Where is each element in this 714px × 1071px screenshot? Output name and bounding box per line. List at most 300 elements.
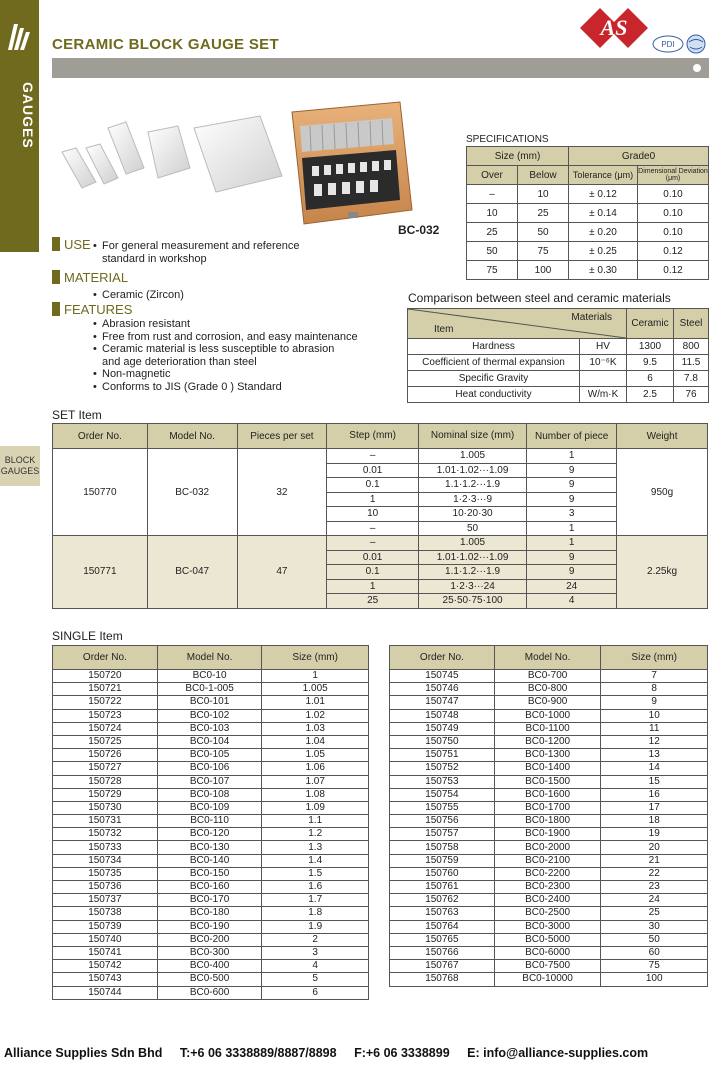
table-row	[467, 204, 709, 223]
table-cell: 150727	[53, 762, 158, 775]
table-row	[390, 933, 708, 946]
table-cell: BC0-1-005	[157, 683, 262, 696]
table-cell: 100	[518, 261, 569, 280]
table-cell: 50	[601, 933, 708, 946]
table-cell: –	[327, 521, 419, 536]
table-cell: 150743	[53, 973, 158, 986]
table-cell: 150729	[53, 788, 158, 801]
table-cell: Specific Gravity	[408, 371, 580, 387]
table-row	[408, 387, 709, 403]
table-row	[408, 339, 709, 355]
single-caption: SINGLE Item	[52, 629, 123, 643]
table-cell: 1.005	[418, 536, 526, 551]
table-cell: 0.1	[327, 478, 419, 493]
table-cell: 75	[601, 960, 708, 973]
table-cell: 1	[527, 449, 617, 464]
table-cell: 150767	[390, 960, 495, 973]
table-cell: BC0-120	[157, 828, 262, 841]
table-row	[390, 973, 708, 986]
table-row	[53, 920, 369, 933]
table-cell: 1.07	[262, 775, 369, 788]
table-cell: 11.5	[674, 355, 709, 371]
spec-caption: SPECIFICATIONS	[466, 134, 549, 145]
table-cell: 2	[262, 933, 369, 946]
table-cell: 10	[518, 185, 569, 204]
title-dot	[693, 64, 701, 72]
table-cell: 150754	[390, 788, 495, 801]
table-cell: 24	[601, 894, 708, 907]
table-row	[53, 709, 369, 722]
table-row	[53, 670, 369, 683]
table-header: Pieces per set	[237, 424, 327, 449]
table-cell: BC0-1300	[494, 749, 601, 762]
table-cell: BC0-150	[157, 867, 262, 880]
table-cell: BC0-3000	[494, 920, 601, 933]
single-table-right	[389, 645, 708, 987]
table-cell: 7	[601, 670, 708, 683]
table-row	[53, 722, 369, 735]
list-item: • Ceramic (Zircon)	[93, 289, 184, 302]
table-cell: ± 0.25	[569, 242, 638, 261]
table-cell: 1.005	[262, 683, 369, 696]
table-row	[53, 449, 708, 464]
table-cell: 150733	[53, 841, 158, 854]
table-header: Dimensional Deviation (μm)	[638, 166, 709, 185]
table-row	[390, 801, 708, 814]
table-header: Grade0	[569, 147, 709, 166]
table-cell: BC0-700	[494, 670, 601, 683]
table-cell: BC0-1700	[494, 801, 601, 814]
table-cell: 800	[674, 339, 709, 355]
table-cell: 7.8	[674, 371, 709, 387]
block-gauges-tab[interactable]: BLOCK GAUGES	[0, 446, 40, 486]
table-cell: BC0-5000	[494, 933, 601, 946]
table-cell: 150728	[53, 775, 158, 788]
table-cell: 150730	[53, 801, 158, 814]
table-cell: 150765	[390, 933, 495, 946]
table-cell: 1	[527, 536, 617, 551]
table-cell: BC0-1500	[494, 775, 601, 788]
table-cell: BC0-1000	[494, 709, 601, 722]
table-cell: 4	[262, 960, 369, 973]
table-row	[53, 815, 369, 828]
table-cell: 150722	[53, 696, 158, 709]
table-cell: 150757	[390, 828, 495, 841]
table-cell: 150747	[390, 696, 495, 709]
sidebar	[0, 0, 39, 252]
table-row	[390, 960, 708, 973]
table-header: Model No.	[147, 424, 237, 449]
table-header: Step (mm)	[327, 424, 419, 449]
table-cell: BC0-2300	[494, 881, 601, 894]
table-cell: BC0-7500	[494, 960, 601, 973]
table-cell: 100	[601, 973, 708, 986]
table-cell: ± 0.14	[569, 204, 638, 223]
table-header: Model No.	[157, 646, 262, 670]
table-cell: 50	[467, 242, 518, 261]
table-cell: 1.03	[262, 722, 369, 735]
table-cell: BC0-1200	[494, 735, 601, 748]
table-cell: 150751	[390, 749, 495, 762]
use-heading: USE	[52, 237, 91, 252]
table-cell: 15	[601, 775, 708, 788]
table-cell: BC0-160	[157, 881, 262, 894]
table-row	[53, 735, 369, 748]
table-cell: 25	[601, 907, 708, 920]
table-header: Order No.	[53, 424, 148, 449]
table-cell: 150760	[390, 867, 495, 880]
table-row	[53, 828, 369, 841]
table-cell: 0.10	[638, 223, 709, 242]
table-cell: 150758	[390, 841, 495, 854]
table-cell: BC-047	[147, 536, 237, 609]
table-cell: 0.1	[327, 565, 419, 580]
table-header: Tolerance (μm)	[569, 166, 638, 185]
table-cell: 1.01·1.02···1.09	[418, 463, 526, 478]
table-cell: 150756	[390, 815, 495, 828]
table-cell: 1.8	[262, 907, 369, 920]
table-row	[53, 894, 369, 907]
table-cell: 13	[601, 749, 708, 762]
table-row	[53, 749, 369, 762]
footer	[4, 1046, 710, 1060]
table-row	[53, 907, 369, 920]
table-row	[53, 775, 369, 788]
table-cell: 1.09	[262, 801, 369, 814]
table-cell: BC0-130	[157, 841, 262, 854]
brand-logo	[568, 2, 710, 54]
table-cell: 1.01·1.02···1.09	[418, 550, 526, 565]
footer-email[interactable]: E: info@alliance-supplies.com	[467, 1046, 649, 1060]
table-cell: 75	[518, 242, 569, 261]
table-row	[390, 894, 708, 907]
table-cell: BC0-1100	[494, 722, 601, 735]
table-row	[53, 536, 708, 551]
table-row	[53, 986, 369, 999]
table-row	[390, 907, 708, 920]
table-cell: Heat conductivity	[408, 387, 580, 403]
list-item: • Non-magnetic	[93, 368, 358, 381]
table-cell: 76	[674, 387, 709, 403]
material-heading: MATERIAL	[52, 270, 128, 285]
table-header	[408, 309, 627, 339]
table-cell: 9	[527, 492, 617, 507]
table-cell: BC0-104	[157, 735, 262, 748]
table-cell	[580, 371, 627, 387]
table-row	[390, 828, 708, 841]
table-cell: BC-032	[147, 449, 237, 536]
use-list	[93, 240, 300, 265]
table-cell: 21	[601, 854, 708, 867]
table-cell: Hardness	[408, 339, 580, 355]
table-cell: 3	[527, 507, 617, 522]
table-cell: 1·2·3···9	[418, 492, 526, 507]
table-cell: BC0-102	[157, 709, 262, 722]
table-cell: 5	[262, 973, 369, 986]
table-cell: 1300	[627, 339, 674, 355]
table-cell: 9.5	[627, 355, 674, 371]
table-cell: 60	[601, 946, 708, 959]
table-cell: 1.3	[262, 841, 369, 854]
table-row	[390, 815, 708, 828]
table-cell: 47	[237, 536, 327, 609]
table-cell: 9	[527, 550, 617, 565]
list-item: • For general measurement and reference	[93, 240, 300, 253]
table-header: Below	[518, 166, 569, 185]
table-cell: 14	[601, 762, 708, 775]
table-row	[390, 709, 708, 722]
gauge-blocks-icon	[6, 20, 32, 52]
table-cell: 150725	[53, 735, 158, 748]
table-header: Weight	[617, 424, 708, 449]
table-cell: 8	[601, 683, 708, 696]
table-cell: BC0-190	[157, 920, 262, 933]
table-cell: 25·50·75·100	[418, 594, 526, 609]
table-cell: 1.5	[262, 867, 369, 880]
table-cell: 0.10	[638, 204, 709, 223]
page-title: CERAMIC BLOCK GAUGE SET	[52, 36, 279, 53]
product-photo	[52, 92, 447, 242]
table-cell: 2.5	[627, 387, 674, 403]
table-cell: 150768	[390, 973, 495, 986]
table-header: Steel	[674, 309, 709, 339]
table-row	[390, 788, 708, 801]
table-cell: BC0-2500	[494, 907, 601, 920]
list-item: • Ceramic material is less susceptible to abrasion	[93, 343, 358, 356]
table-row	[53, 946, 369, 959]
table-cell: BC0-101	[157, 696, 262, 709]
table-cell: BC0-180	[157, 907, 262, 920]
table-cell: 9	[527, 463, 617, 478]
table-cell: BC0-1900	[494, 828, 601, 841]
spec-table	[466, 146, 709, 280]
table-cell: 150740	[53, 933, 158, 946]
table-header: Order No.	[390, 646, 495, 670]
table-cell: 150761	[390, 881, 495, 894]
table-cell: 1.02	[262, 709, 369, 722]
table-cell: BC0-110	[157, 815, 262, 828]
table-cell: Coefficient of thermal expansion	[408, 355, 580, 371]
table-cell: 150742	[53, 960, 158, 973]
table-row	[390, 749, 708, 762]
table-cell: 10·20·30	[418, 507, 526, 522]
table-cell: BC0-2400	[494, 894, 601, 907]
table-row	[53, 801, 369, 814]
table-cell: 150731	[53, 815, 158, 828]
table-cell: BC0-103	[157, 722, 262, 735]
table-cell: 150732	[53, 828, 158, 841]
table-cell: 3	[262, 946, 369, 959]
table-cell: 0.01	[327, 463, 419, 478]
sidebar-label: GAUGES	[20, 81, 36, 149]
set-table	[52, 423, 708, 609]
table-cell: 1.1·1.2···1.9	[418, 565, 526, 580]
table-cell: W/m·K	[580, 387, 627, 403]
table-cell: 150753	[390, 775, 495, 788]
table-cell: 9	[601, 696, 708, 709]
list-item: and age deterioration than steel	[102, 355, 257, 368]
table-row	[390, 946, 708, 959]
table-row	[390, 735, 708, 748]
table-row	[53, 973, 369, 986]
table-cell: 6	[262, 986, 369, 999]
table-cell: 25	[327, 594, 419, 609]
table-cell: 18	[601, 815, 708, 828]
table-cell: 17	[601, 801, 708, 814]
footer-fax: F:+6 06 3338899	[354, 1046, 450, 1060]
table-row	[408, 355, 709, 371]
table-cell: 10	[467, 204, 518, 223]
table-cell: 1.9	[262, 920, 369, 933]
table-cell: 150755	[390, 801, 495, 814]
table-cell: BC0-1600	[494, 788, 601, 801]
table-cell: 150763	[390, 907, 495, 920]
table-row	[390, 854, 708, 867]
table-cell: 1.08	[262, 788, 369, 801]
list-item: standard in workshop	[102, 252, 207, 265]
table-cell: 50	[418, 521, 526, 536]
table-row	[390, 762, 708, 775]
table-cell: 1·2·3···24	[418, 579, 526, 594]
table-row	[53, 854, 369, 867]
table-cell: BC0-10000	[494, 973, 601, 986]
single-table-left	[52, 645, 369, 1000]
table-cell: BC0-1800	[494, 815, 601, 828]
table-cell: ± 0.12	[569, 185, 638, 204]
footer-tel: T:+6 06 3338889/8887/8898	[179, 1046, 337, 1060]
table-row	[390, 670, 708, 683]
set-caption: SET Item	[52, 408, 102, 422]
table-cell: 16	[601, 788, 708, 801]
list-item: • Abrasion resistant	[93, 318, 358, 331]
table-cell: 1	[262, 670, 369, 683]
table-header: Size (mm)	[601, 646, 708, 670]
materials-label: Materials	[571, 312, 612, 323]
table-row	[53, 841, 369, 854]
table-cell: BC0-600	[157, 986, 262, 999]
table-cell: BC0-900	[494, 696, 601, 709]
table-cell: BC0-106	[157, 762, 262, 775]
table-cell: 50	[518, 223, 569, 242]
table-cell: 1.7	[262, 894, 369, 907]
table-cell: BC0-2100	[494, 854, 601, 867]
table-row	[53, 960, 369, 973]
table-cell: 24	[527, 579, 617, 594]
table-cell: 150736	[53, 881, 158, 894]
table-cell: 0.12	[638, 261, 709, 280]
table-cell: 150770	[53, 449, 148, 536]
table-row	[467, 185, 709, 204]
table-cell: 150724	[53, 722, 158, 735]
table-cell: 150735	[53, 867, 158, 880]
table-cell: 75	[467, 261, 518, 280]
table-row	[390, 696, 708, 709]
table-cell: 150759	[390, 854, 495, 867]
table-cell: 1.04	[262, 735, 369, 748]
table-cell: BC0-300	[157, 946, 262, 959]
table-cell: 1.6	[262, 881, 369, 894]
table-row	[53, 683, 369, 696]
table-cell: 150745	[390, 670, 495, 683]
brand-badge: PDI	[661, 40, 675, 49]
table-cell: 25	[518, 204, 569, 223]
table-cell: 150726	[53, 749, 158, 762]
table-cell: 150723	[53, 709, 158, 722]
table-header: Model No.	[494, 646, 601, 670]
table-cell: 23	[601, 881, 708, 894]
table-row	[467, 223, 709, 242]
table-row	[390, 867, 708, 880]
table-cell: 150739	[53, 920, 158, 933]
table-cell: ± 0.20	[569, 223, 638, 242]
table-cell: 150752	[390, 762, 495, 775]
table-row	[390, 722, 708, 735]
table-cell: 12	[601, 735, 708, 748]
table-cell: 150741	[53, 946, 158, 959]
table-header: Size (mm)	[467, 147, 569, 166]
table-cell: BC0-1400	[494, 762, 601, 775]
table-cell: 0.01	[327, 550, 419, 565]
table-cell: 150744	[53, 986, 158, 999]
title-bar	[52, 58, 709, 78]
table-cell: 1.05	[262, 749, 369, 762]
table-cell: BC0-400	[157, 960, 262, 973]
table-cell: 1	[527, 521, 617, 536]
table-cell: BC0-6000	[494, 946, 601, 959]
table-cell: 150734	[53, 854, 158, 867]
table-cell: 10⁻⁶K	[580, 355, 627, 371]
table-cell: 9	[527, 478, 617, 493]
table-cell: BC0-170	[157, 894, 262, 907]
table-row	[53, 933, 369, 946]
table-cell: –	[467, 185, 518, 204]
table-cell: 150766	[390, 946, 495, 959]
table-row	[53, 696, 369, 709]
table-cell: 1.06	[262, 762, 369, 775]
table-header: Nominal size (mm)	[418, 424, 526, 449]
table-cell: 32	[237, 449, 327, 536]
table-header: Number of piece	[527, 424, 617, 449]
table-cell: 1	[327, 579, 419, 594]
table-header: Size (mm)	[262, 646, 369, 670]
table-cell: 20	[601, 841, 708, 854]
table-row	[408, 371, 709, 387]
table-cell: 150737	[53, 894, 158, 907]
table-cell: 0.12	[638, 242, 709, 261]
item-label: Item	[434, 324, 454, 335]
table-cell: 1.2	[262, 828, 369, 841]
table-header: Ceramic	[627, 309, 674, 339]
photo-label: BC-032	[398, 223, 440, 237]
table-cell: BC0-105	[157, 749, 262, 762]
table-cell: 150721	[53, 683, 158, 696]
table-cell: 150749	[390, 722, 495, 735]
compare-table	[407, 308, 709, 403]
table-cell: BC0-2200	[494, 867, 601, 880]
table-row	[390, 775, 708, 788]
table-cell: 150738	[53, 907, 158, 920]
table-row	[53, 867, 369, 880]
table-cell: 150764	[390, 920, 495, 933]
table-cell: BC0-140	[157, 854, 262, 867]
table-cell: 11	[601, 722, 708, 735]
table-cell: 19	[601, 828, 708, 841]
table-cell: 150762	[390, 894, 495, 907]
table-cell: BC0-800	[494, 683, 601, 696]
compare-caption: Comparison between steel and ceramic materials	[408, 291, 671, 305]
table-cell: 10	[327, 507, 419, 522]
table-cell: –	[327, 449, 419, 464]
